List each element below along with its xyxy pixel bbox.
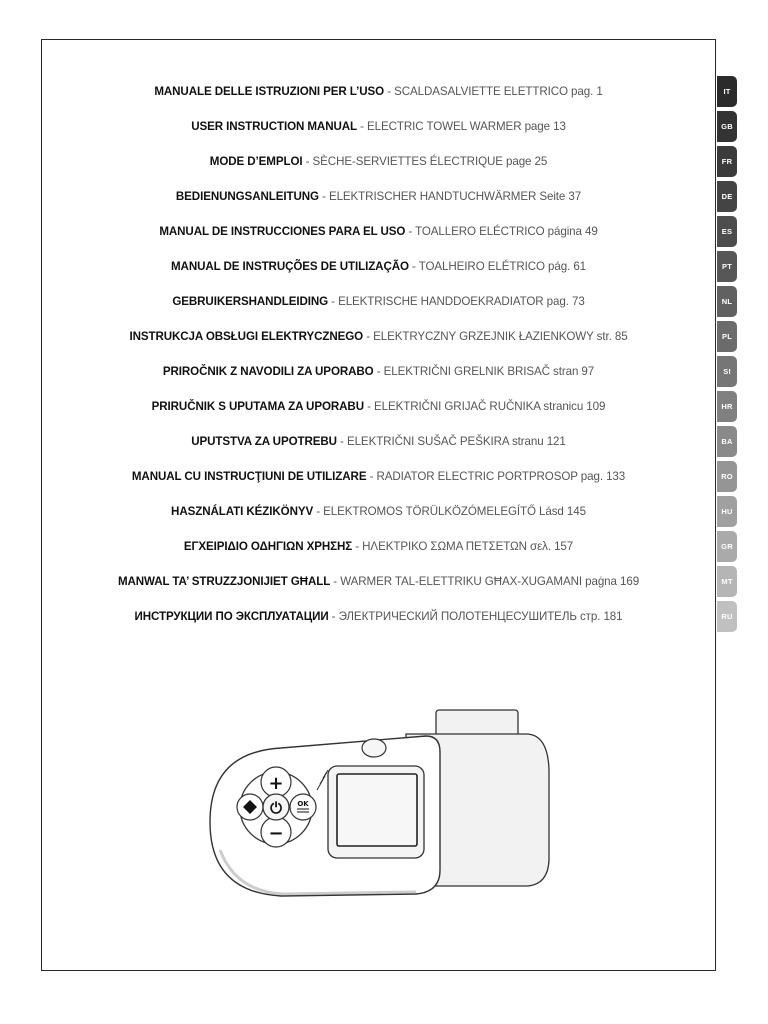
toc-entry-si[interactable] — [41, 362, 716, 397]
toc-description: WARMER TAL-ELETTRIKU GĦAX-XUGAMANI paġna 169 — [340, 575, 640, 588]
toc-entry-it[interactable] — [41, 82, 716, 117]
toc-description: SÈCHE-SERVIETTES ÉLECTRIQUE page 25 — [312, 155, 548, 168]
lang-tab-hu[interactable]: HU — [717, 496, 737, 527]
toc-separator: - — [363, 330, 374, 343]
toc-title: BEDIENUNGSANLEITUNG — [175, 190, 319, 203]
toc-description: ELEKTRISCHE HANDDOEKRADIATOR pag. 73 — [338, 295, 585, 308]
toc-description: RADIATOR ELECTRIC PORTPROSOP pag. 133 — [376, 470, 626, 483]
lang-tab-mt[interactable]: MT — [717, 566, 737, 597]
toc-separator: - — [302, 155, 313, 168]
toc-title: PRIRUČNIK S UPUTAMA ZA UPORABU — [151, 400, 364, 413]
toc-title: UPUTSTVA ZA UPOTREBU — [191, 435, 337, 448]
lang-tab-es[interactable]: ES — [717, 216, 737, 247]
lang-tab-ru[interactable]: RU — [717, 601, 737, 632]
toc-entry-gb[interactable] — [41, 117, 716, 152]
toc-entry-gr[interactable] — [41, 537, 716, 572]
lang-tab-gr[interactable]: GR — [717, 531, 737, 562]
toc-title: INSTRUKCJA OBSŁUGI ELEKTRYCZNEGO — [129, 330, 364, 343]
toc-description: ELEKTRYCZNY GRZEJNIK ŁAZIENKOWY str. 85 — [373, 330, 628, 343]
lang-tab-de[interactable]: DE — [717, 181, 737, 212]
lang-tab-ba[interactable]: BA — [717, 426, 737, 457]
language-tab-strip — [717, 76, 737, 636]
toc-title: ИНСТРУКЦИИ ПО ЭКСПЛУАТАЦИИ — [134, 610, 329, 623]
lang-tab-fr[interactable]: FR — [717, 146, 737, 177]
toc-entry-ro[interactable] — [41, 467, 716, 502]
toc-description: ELEKTRIČNI SUŠAČ PEŠKIRA stranu 121 — [346, 435, 566, 448]
toc-entry-pt[interactable] — [41, 257, 716, 292]
toc-title: PRIROČNIK Z NAVODILI ZA UPORABO — [162, 365, 374, 378]
lang-tab-pl[interactable]: PL — [717, 321, 737, 352]
toc-description: SCALDASALVIETTE ELETTRICO pag. 1 — [394, 85, 603, 98]
toc-separator: - — [318, 190, 329, 203]
toc-description: ЭЛЕКТРИЧЕСКИЙ ПОЛОТЕНЦЕСУШИТЕЛЬ стр. 181 — [338, 610, 623, 623]
toc-description: TOALHEIRO ELÉTRICO pág. 61 — [418, 260, 587, 273]
thermostat-controller-illustration — [206, 700, 556, 905]
ok-label: OK — [297, 800, 309, 808]
toc-title: MANUAL DE INSTRUÇÕES DE UTILIZAÇÃO — [170, 260, 409, 273]
toc-description: ELECTRIC TOWEL WARMER page 13 — [367, 120, 566, 133]
toc-title: GEBRUIKERSHANDLEIDING — [172, 295, 329, 308]
toc-entry-ru[interactable] — [41, 607, 716, 642]
toc-separator: - — [328, 295, 339, 308]
toc-separator: - — [328, 610, 339, 623]
lang-tab-si[interactable]: SI — [717, 356, 737, 387]
toc-description: ELEKTROMOS TÖRÜLKÖZÓMELEGÍTŐ Lásd 145 — [323, 505, 586, 518]
lang-tab-gb[interactable]: GB — [717, 111, 737, 142]
toc-title: HASZNÁLATI KÉZIKÖNYV — [171, 505, 314, 518]
top-button[interactable] — [362, 739, 386, 757]
toc-title: MANWAL TA’ STRUZZJONIJIET GĦALL — [117, 575, 331, 588]
lcd-display — [337, 774, 417, 846]
toc-description: ΗΛΕΚΤΡΙΚΟ ΣΩΜΑ ΠΕΤΣΕΤΩΝ σελ. 157 — [362, 540, 574, 553]
plus-icon: + — [268, 773, 284, 794]
toc-title: MANUAL DE INSTRUCCIONES PARA EL USO — [159, 225, 406, 238]
toc-title: MANUALE DELLE ISTRUZIONI PER L’USO — [154, 85, 385, 98]
toc-separator: - — [330, 575, 341, 588]
toc-description: ELEKTRIČNI GRELNIK BRISAČ stran 97 — [383, 365, 595, 378]
minus-icon: − — [268, 823, 284, 844]
toc-entry-fr[interactable] — [41, 152, 716, 187]
toc-separator: - — [313, 505, 324, 518]
power-icon: ⏻ — [270, 799, 282, 817]
toc-title: ΕΓΧΕΙΡΙΔΙΟ ΟΔΗΓΙΩΝ ΧΡΗΣΗΣ — [183, 540, 353, 553]
toc-entry-de[interactable] — [41, 187, 716, 222]
toc-entry-mt[interactable] — [41, 572, 716, 607]
toc-title: MODE D’EMPLOI — [209, 155, 303, 168]
toc-entry-hu[interactable] — [41, 502, 716, 537]
toc-entry-es[interactable] — [41, 222, 716, 257]
lang-tab-ro[interactable]: RO — [717, 461, 737, 492]
lang-tab-pt[interactable]: PT — [717, 251, 737, 282]
lang-tab-it[interactable]: IT — [717, 76, 737, 107]
toc-separator: - — [408, 260, 419, 273]
toc-entry-nl[interactable] — [41, 292, 716, 327]
toc-separator: - — [336, 435, 347, 448]
toc-separator: - — [373, 365, 384, 378]
toc-title: MANUAL CU INSTRUCŢIUNI DE UTILIZARE — [131, 470, 367, 483]
toc-separator: - — [366, 470, 377, 483]
toc-separator: - — [363, 400, 374, 413]
table-of-contents — [41, 82, 716, 642]
toc-separator: - — [384, 85, 395, 98]
toc-separator: - — [405, 225, 416, 238]
toc-description: ELEKTRISCHER HANDTUCHWÄRMER Seite 37 — [328, 190, 582, 203]
lang-tab-hr[interactable]: HR — [717, 391, 737, 422]
toc-entry-ba[interactable] — [41, 432, 716, 467]
toc-description: TOALLERO ELÉCTRICO página 49 — [415, 225, 598, 238]
toc-title: USER INSTRUCTION MANUAL — [191, 120, 358, 133]
lang-tab-nl[interactable]: NL — [717, 286, 737, 317]
toc-separator: - — [357, 120, 368, 133]
toc-separator: - — [352, 540, 363, 553]
toc-entry-pl[interactable] — [41, 327, 716, 362]
toc-entry-hr[interactable] — [41, 397, 716, 432]
toc-description: ELEKTRIČNI GRIJAČ RUČNIKA stranicu 109 — [373, 400, 606, 413]
